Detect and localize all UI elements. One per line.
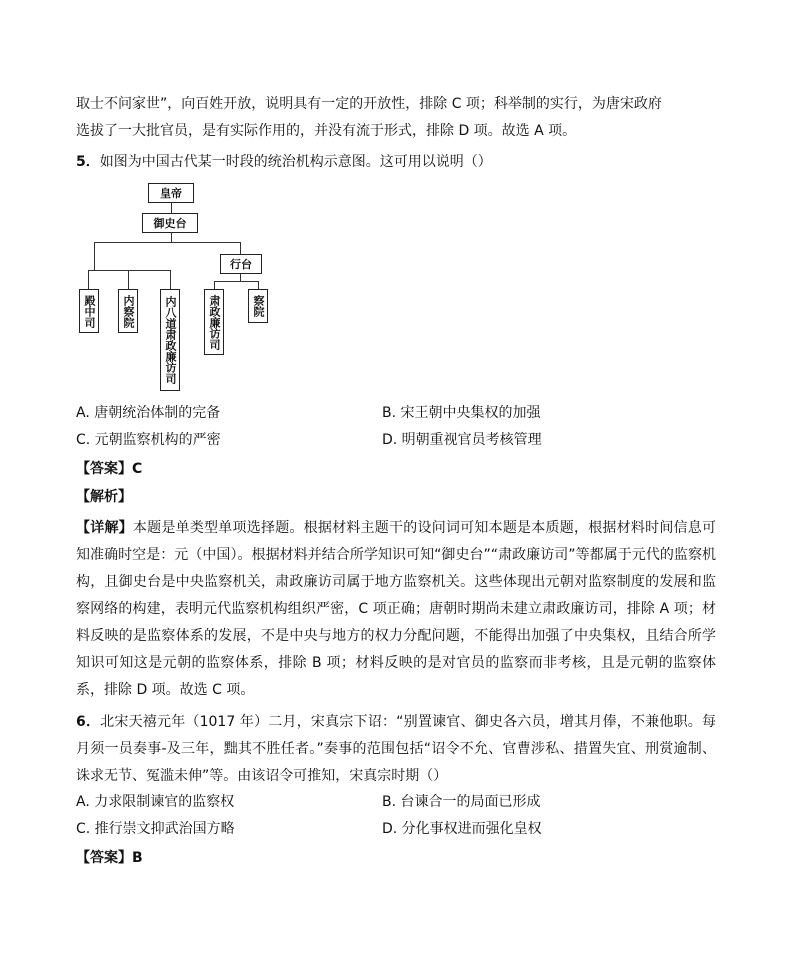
- box-suzheng: 肃政廉访司: [204, 289, 224, 355]
- connector: [214, 281, 215, 289]
- detail-text: 本题是单类型单项选择题。根据材料主题干的设问词可知本题是本质题，根据材料时间信息可知准确时空是：元（中国）。根据材料并结合所学知识可知“御史台”“肃政廉访司”等都属于元代的监察机构，且御史台是中央监察机关，肃政廉访司属于地方监察机关。这些体现出元朝对监察制度的发展和监察网络的构建，表明元代监察机构组织严密，C 项正确；唐朝时期尚未建立肃政廉访司，排除 A 项；材料反映的是监察体系的发展，不是中央与地方的权力分配问题，不能得出加强了中央集权，且结合所学知识可知这是元朝的监察体系，排除 B 项；材料反映的是对官员的监察而非考核，且是元朝的监察体系，排除 D 项。故选 C 项。: [76, 520, 717, 698]
- connector: [88, 270, 89, 289]
- question-6-stem: [76, 709, 716, 790]
- box-branch: 行台: [220, 254, 262, 274]
- question-5-text: 如图为中国古代某一时段的统治机构示意图。这可用以说明（）: [99, 154, 492, 170]
- box-emperor: 皇帝: [148, 183, 194, 203]
- q6-option-a: A. 力求限制谏官的监察权: [76, 794, 235, 810]
- q5-option-b: B. 宋王朝中央集权的加强: [382, 405, 541, 421]
- connector: [258, 281, 259, 289]
- connector: [170, 270, 171, 289]
- box-chayuan: 察院: [248, 289, 268, 323]
- q5-option-c: C. 元朝监察机构的严密: [76, 432, 221, 448]
- q5-detail: [76, 515, 716, 704]
- q5-option-d: D. 明朝重视官员考核管理: [382, 432, 542, 448]
- connector: [171, 203, 172, 213]
- q5-analysis-label: [76, 487, 132, 507]
- answer-value: B: [132, 850, 143, 866]
- connector: [94, 242, 95, 270]
- box-dianzhongsi: 殿中司: [79, 289, 99, 333]
- detail-label: 【详解】: [76, 520, 133, 536]
- box-neichayuan: 内察院: [118, 289, 138, 333]
- q6-answer: [76, 848, 143, 868]
- connector: [128, 270, 129, 289]
- connector: [171, 233, 172, 242]
- q5-option-a: A. 唐朝统治体制的完备: [76, 405, 221, 421]
- connector: [240, 242, 241, 254]
- question-5-stem: [76, 152, 492, 172]
- analysis-label: 【解析】: [76, 489, 132, 505]
- intro-line-2: 选拔了一大批官员，是有实际作用的，并没有流于形式，排除 D 项。故选 A 项。: [76, 123, 577, 139]
- box-neibadao: 内八道肃政廉访司: [160, 289, 180, 391]
- q6-option-c: C. 推行崇文抑武治国方略: [76, 821, 235, 837]
- q6-option-b: B. 台谏合一的局面已形成: [382, 794, 541, 810]
- connector: [94, 242, 240, 243]
- question-6-number: 6．: [76, 714, 101, 730]
- connector: [88, 270, 170, 271]
- connector: [214, 281, 258, 282]
- q5-answer: [76, 459, 142, 479]
- answer-label: 【答案】: [76, 461, 132, 477]
- question-6-text: 北宋天禧元年（1017 年）二月，宋真宗下诏：“别置谏官、御史各六员，增其月俸，不兼他职。每月须一员奏事-及三年，黜其不胜任者。”奏事的范围包括“诏令不允、官曹涉私、措置失宜、刑赏逾制、诛求无节、冤滥未伸”等。由该诏令可推知，宋真宗时期（）: [76, 714, 716, 784]
- box-censorate: 御史台: [142, 213, 198, 233]
- q6-option-d: D. 分化事权进而强化皇权: [382, 821, 542, 837]
- question-5-number: 5．: [76, 154, 100, 170]
- intro-line-1: 取士不问家世”，向百姓开放，说明具有一定的开放性，排除 C 项；科举制的实行，为唐宋政府: [76, 96, 662, 112]
- answer-label: 【答案】: [76, 850, 132, 866]
- answer-value: C: [132, 461, 143, 477]
- connector: [240, 274, 241, 281]
